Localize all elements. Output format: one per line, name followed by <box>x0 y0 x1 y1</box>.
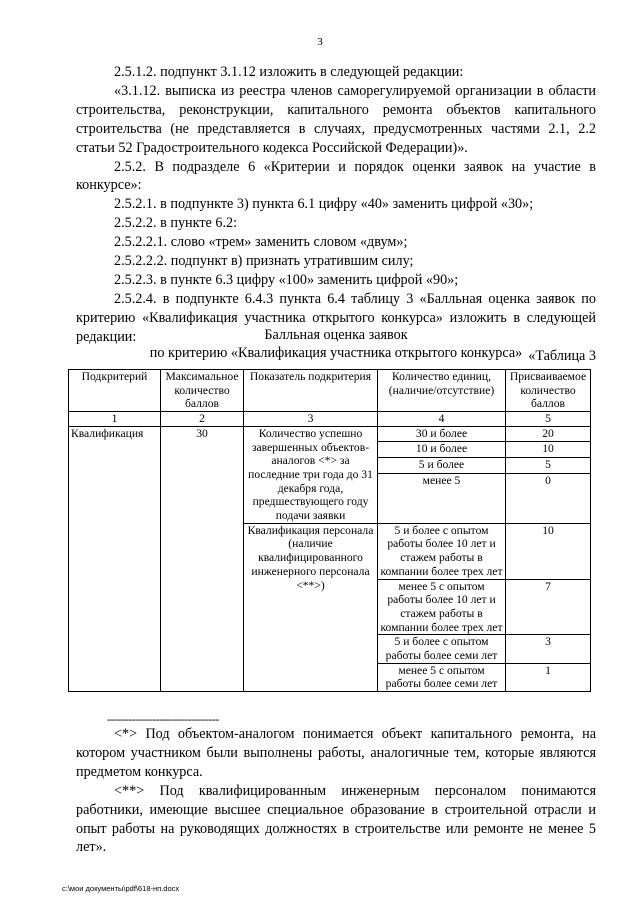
subcriterion-cell: Квалификация <box>69 426 161 691</box>
quantity-cell: 5 и более <box>378 458 506 474</box>
points-cell: 7 <box>506 579 591 635</box>
points-cell: 10 <box>506 442 591 458</box>
quantity-cell: 10 и более <box>378 442 506 458</box>
paragraph: 2.5.2.2.1. слово «трем» заменить словом «двум»; <box>114 234 408 251</box>
quantity-cell: 5 и более с опытом работы более 10 лет и стажем работы в компании более трех лет <box>378 523 506 579</box>
footnotes <box>76 713 596 857</box>
table-title-line-2: по критерию «Квалификация участника открытого конкурса» <box>149 345 523 361</box>
table-caption <box>76 326 596 362</box>
paragraph: 2.5.1.2. подпункт 3.1.12 изложить в следующей редакции: <box>114 64 464 80</box>
indicator-cell: Квалификация персонала (наличие квалифицированного инженерного персонала <**>) <box>244 523 378 691</box>
points-cell: 0 <box>506 473 591 523</box>
footnote: <**> Под квалифицированным инженерным персоналом понимаются работники, имеющие высшее специальное образование в строительной отрасли и опыт работы на руководящих должностях в строительстве или ремонте не менее 5 лет». <box>76 782 596 856</box>
column-number-row <box>69 412 591 427</box>
column-number: 2 <box>161 412 244 427</box>
paragraph: 2.5.2. В подразделе 6 «Критерии и порядок оценки заявок на участие в конкурсе»: <box>76 158 596 194</box>
page-number: 3 <box>317 36 323 48</box>
points-cell: 20 <box>506 426 591 442</box>
quantity-cell: менее 5 с опытом работы более 10 лет и стажем работы в компании более трех лет <box>378 579 506 635</box>
indicator-cell: Количество успешно завершенных объектов-аналогов <*> за последние три года до 31 декабря года, предшествующего году подачи заявки <box>244 426 378 523</box>
quantity-cell: 30 и более <box>378 426 506 442</box>
table-title-line-1: Балльная оценка заявок <box>264 327 408 343</box>
column-number: 4 <box>378 412 506 427</box>
table-header-row <box>69 370 591 412</box>
body-text <box>76 63 596 366</box>
column-number: 3 <box>244 412 378 427</box>
points-cell: 1 <box>506 663 591 691</box>
quantity-cell: менее 5 <box>378 473 506 523</box>
paragraph: «3.1.12. выписка из реестра членов саморегулируемой организации в области строительства, реконструкции, капитального ремонта объектов капитального строительства (не представляется в случаях, предусмотренных частями 2.1, 2.2 статьи 52 Градостроительного кодекса Российской Федерации)». <box>76 82 596 156</box>
scoring-table <box>68 369 591 692</box>
paragraph: 2.5.2.2. в пункте 6.2: <box>114 215 238 232</box>
points-cell: 3 <box>506 635 591 663</box>
column-number: 1 <box>69 412 161 427</box>
file-path: c:\мои документы\pdf\618-нп.docx <box>62 884 180 893</box>
header-cell: Количество единиц, (наличие/отсутствие) <box>378 370 506 412</box>
points-cell: 10 <box>506 523 591 579</box>
header-cell: Максимальное количество баллов <box>161 370 244 412</box>
header-cell: Подкритерий <box>69 370 161 412</box>
points-cell: 5 <box>506 458 591 474</box>
max-points-cell: 30 <box>161 426 244 691</box>
footnote-rule: -------------------------------- <box>107 712 219 726</box>
header-cell: Показатель подкритерия <box>244 370 378 412</box>
column-number: 5 <box>506 412 591 427</box>
table-label: «Таблица 3 <box>528 347 596 364</box>
header-cell: Присваиваемое количество баллов <box>506 370 591 412</box>
paragraph: 2.5.2.1. в подпункте 3) пункта 6.1 цифру «40» заменить цифрой «30»; <box>114 196 534 213</box>
paragraph: 2.5.2.3. в пункте 6.3 цифру «100» заменить цифрой «90»; <box>114 271 459 288</box>
quantity-cell: 5 и более с опытом работы более семи лет <box>378 635 506 663</box>
paragraph: 2.5.2.2.2. подпункт в) признать утратившим силу; <box>114 253 414 270</box>
footnote: <*> Под объектом-аналогом понимается объект капитального ремонта, на котором участником были выполнены работы, аналогичные тем, которые являются предметом конкурса. <box>76 726 596 780</box>
quantity-cell: менее 5 с опытом работы более семи лет <box>378 663 506 691</box>
table-row <box>69 426 591 442</box>
paragraph: 2.5.2.4. в подпункте 6.4.3 пункта 6.4 таблицу 3 «Балльная оценка заявок по критерию «Квалификация участника открытого конкурса» изложить в следующей редакции: <box>76 290 596 345</box>
